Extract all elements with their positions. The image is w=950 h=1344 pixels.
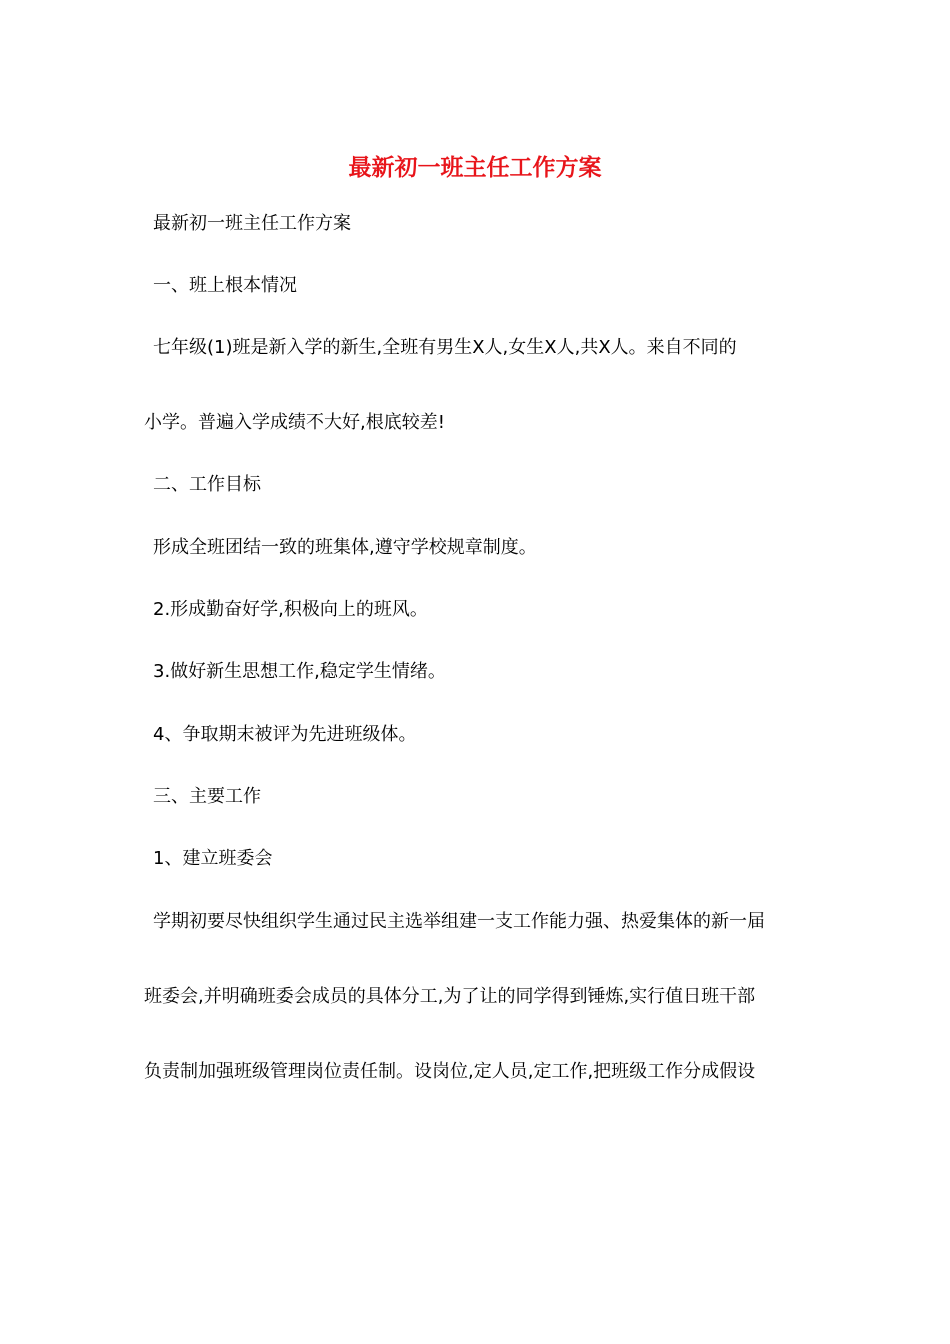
- section-heading: 二、工作目标: [153, 474, 261, 495]
- body-line: 班委会,并明确班委会成员的具体分工,为了让的同学得到锤炼,实行值日班干部: [144, 986, 756, 1007]
- list-item: 3.做好新生思想工作,稳定学生情绪。: [153, 661, 446, 682]
- body-line: 负责制加强班级管理岗位责任制。设岗位,定人员,定工作,把班级工作分成假设: [144, 1061, 756, 1082]
- body-line: 小学。普遍入学成绩不大好,根底较差!: [144, 412, 445, 433]
- list-item: 4、争取期末被评为先进班级体。: [153, 724, 417, 745]
- list-item: 2.形成勤奋好学,积极向上的班风。: [153, 599, 428, 620]
- subsection-heading: 1、建立班委会: [153, 848, 273, 869]
- section-heading: 一、班上根本情况: [153, 275, 297, 296]
- body-line: 最新初一班主任工作方案: [153, 213, 351, 234]
- body-line: 七年级(1)班是新入学的新生,全班有男生X人,女生X人,共X人。来自不同的: [153, 337, 737, 358]
- document-title: 最新初一班主任工作方案: [348, 154, 602, 181]
- section-heading: 三、主要工作: [153, 786, 261, 807]
- list-item: 形成全班团结一致的班集体,遵守学校规章制度。: [153, 537, 537, 558]
- body-line: 学期初要尽快组织学生通过民主选举组建一支工作能力强、热爱集体的新一届: [153, 911, 765, 932]
